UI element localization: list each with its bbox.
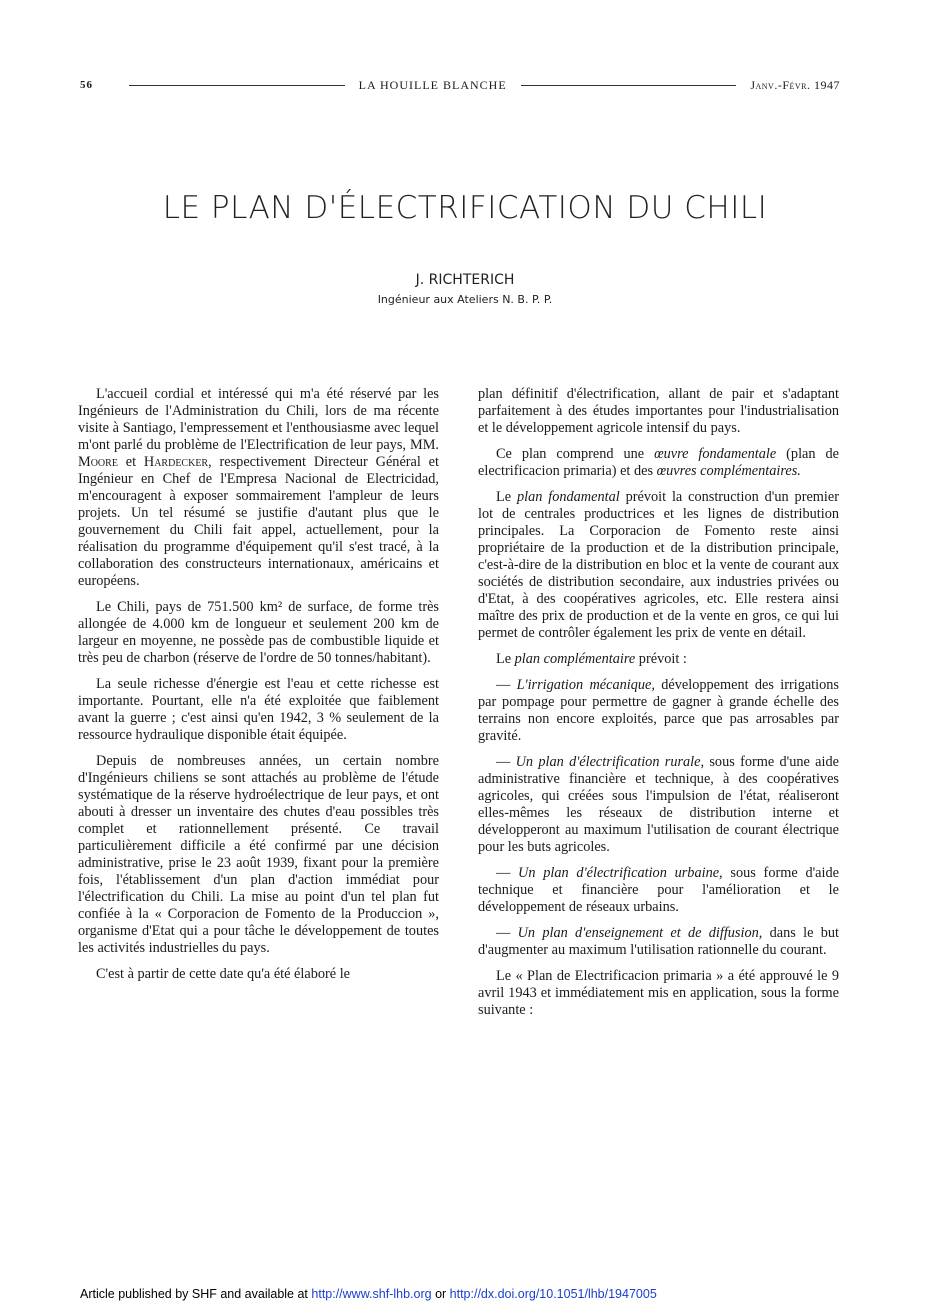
list-item: — Un plan d'électrification urbaine, sous forme d'aide technique et financière pour l'amélioration et le développement de réseaux urbains. (478, 865, 839, 915)
left-column (78, 386, 439, 992)
paragraph: Ce plan comprend une œuvre fondamentale (plan de electrificacion primaria) et des œuvres complémentaires. (478, 446, 839, 479)
article-author: J. RICHTERICH (415, 272, 515, 288)
list-item: — L'irrigation mécanique, développement des irrigations par pompage pour permettre de gagner à grande échelle des terrains non encore exploités, parce que pas arrosables par gravité. (478, 677, 839, 744)
header-rule-left (129, 85, 345, 86)
running-head (80, 76, 840, 94)
header-rule-right (521, 85, 737, 86)
paragraph: Depuis de nombreuses années, un certain nombre d'Ingénieurs chiliens se sont attachés au problème de l'étude systématique de la réserve hydroélectrique de leur pays, et ont abouti à dresser un inventaire des chutes d'eau possibles très complet et rationnellement présenté. Ce travail particulièrement difficile a été confirmé par une décision administrative, prise le 23 août 1939, fixant pour la première fois, l'établissement d'un plan d'action immédiat pour l'électrification du Chili. La mise au point d'un tel plan fut confiée à la « Corporacion de Fomento de la Produccion », organisme d'Etat qui a pour tâche le développement de toutes les activités industrielles du pays. (78, 753, 439, 956)
paragraph: L'accueil cordial et intéressé qui m'a été réservé par les Ingénieurs de l'Administration du Chili, lors de ma récente visite à Santiago, l'empressement et l'enthousiasme avec lequel m'ont parlé du problème de l'Electrification de leur pays, MM. Moore et Hardecker, respectivement Directeur Général et Ingénieur en Chef de l'Empresa Nacional de Electricidad, m'encouragent à exposer sommairement l'ampleur de leurs projets. Un tel résumé se justifie d'autant plus que le gouvernement du Chili fait appel, actuellement, pour la réalisation du programme d'équipement qu'il s'est tracé, à la collaboration des constructeurs internationaux, américains et européens. (78, 386, 440, 589)
author-affiliation: Ingénieur aux Ateliers N. B. P. P. (377, 293, 553, 306)
page-number: 56 (80, 79, 93, 91)
paragraph: Le Chili, pays de 751.500 km² de surface, de forme très allongée de 4.000 km de longueur et seulement 200 km de largeur en moyenne, ne possède pas de combustible liquide et très peu de charbon (réserve de l'ordre de 50 tonnes/habitant). (78, 599, 439, 666)
journal-name: LA HOUILLE BLANCHE (358, 77, 507, 92)
paragraph: La seule richesse d'énergie est l'eau et cette richesse est importante. Pourtant, elle n'a été exploitée que faiblement avant la guerre ; c'est ainsi qu'en 1942, 3 % seulement de la ressource hydraulique disponible était équipée. (78, 676, 439, 743)
paragraph: C'est à partir de cette date qu'a été élaboré le (96, 966, 351, 982)
issue-date: Janv.-Févr. 1947 (750, 77, 840, 92)
list-item: — Un plan d'enseignement et de diffusion, dans le but d'augmenter au maximum l'utilisation rationnelle du courant. (478, 925, 840, 958)
publication-footer: Article published by SHF and available at http://www.shf-lhb.org or http://dx.doi.org/10.1051/lhb/1947005 (80, 1287, 657, 1301)
doi-link[interactable]: http://dx.doi.org/10.1051/lhb/1947005 (449, 1287, 657, 1301)
person-name: Hardecker (143, 454, 209, 470)
article-title: LE PLAN D'ÉLECTRIFICATION DU CHILI (162, 190, 768, 226)
paragraph: Le plan fondamental prévoit la construction d'un premier lot de centrales productrices et les lignes de distribution principales. La Corporacion de Fomento reste ainsi propriétaire de la production et de la distribution principale, c'est-à-dire de la distribution en bloc et la vente de courant aux sociétés de distribution secondaire, aux industries privées ou d'Etat, à des coopératives agricoles, etc. Elle restera ainsi maître des prix de production et de la vente en gros, ce qui lui permet de contrôler également les prix de vente en détail. (478, 489, 839, 641)
right-column (478, 386, 839, 1028)
shf-link[interactable]: http://www.shf-lhb.org (311, 1287, 432, 1301)
list-item: — Un plan d'électrification rurale, sous forme d'une aide administrative financière et technique, à des coopératives agricoles, qui créées sous l'impulsion de l'état, réaliseront elles-mêmes les réseaux de distribution interne et développeront au maximum l'utilisation de courant électrique pour les buts agricoles. (478, 754, 839, 855)
paragraph: Le « Plan de Electrificacion primaria » a été approuvé le 9 avril 1943 et immédiatement mis en application, sous la forme suivante : (478, 968, 839, 1018)
paragraph: plan définitif d'électrification, allant de pair et s'adaptant parfaitement à des études importantes pour l'industrialisation et le développement agricole intensif du pays. (478, 386, 839, 436)
paragraph: Le plan complémentaire prévoit : (496, 651, 687, 667)
person-name: Moore (78, 454, 118, 470)
